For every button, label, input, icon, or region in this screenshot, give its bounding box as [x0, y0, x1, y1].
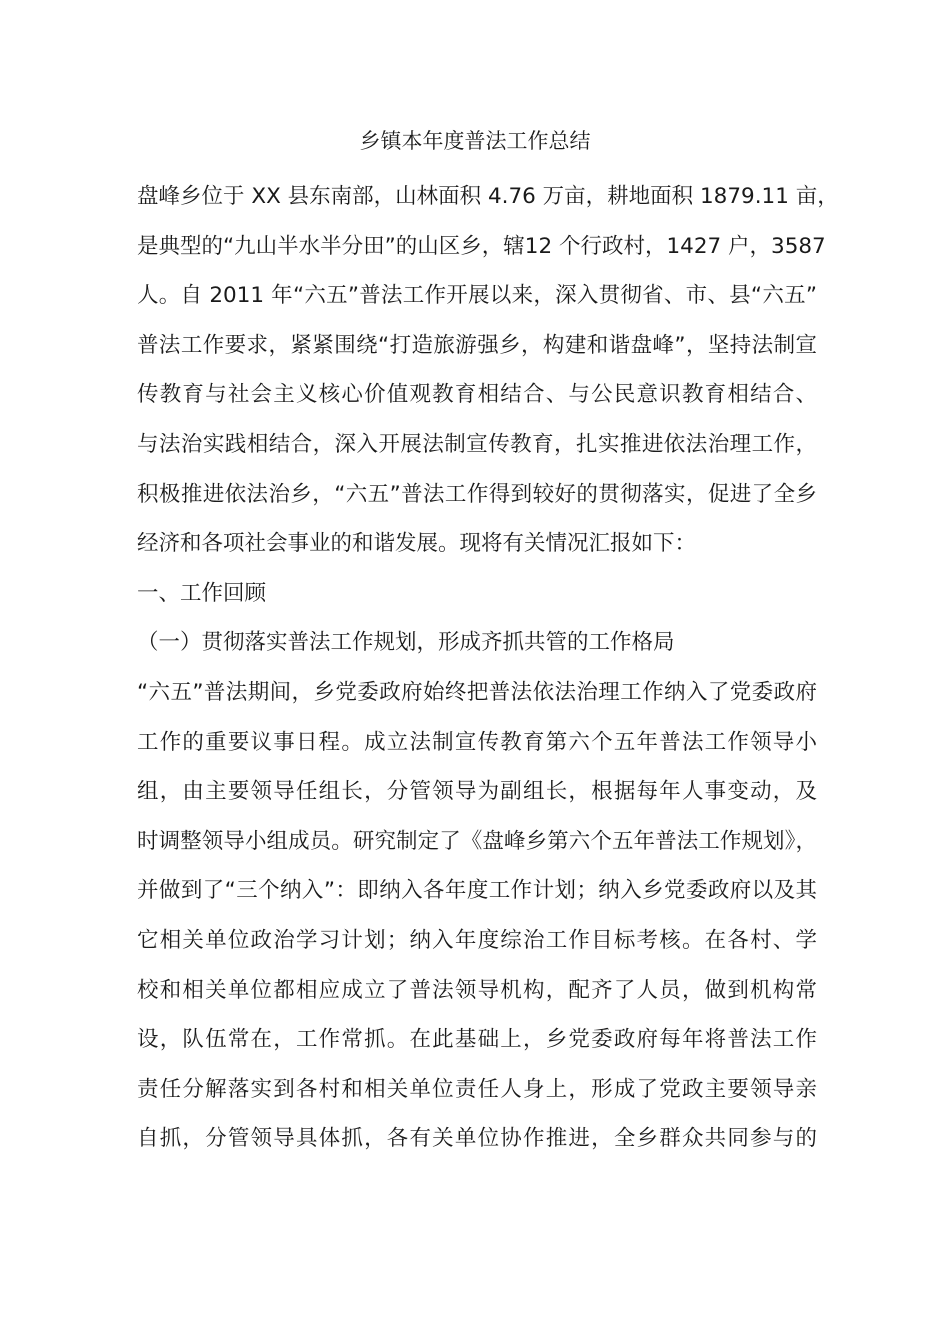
section-heading: 一、工作回顾 [137, 580, 267, 606]
body-line: 工作的重要议事日程。成立法制宣传教育第六个五年普法工作领导小 [137, 729, 817, 755]
body-line: 组，由主要领导任组长，分管领导为副组长，根据每年人事变动，及 [137, 779, 817, 805]
body-line: 责任分解落实到各村和相关单位责任人身上，形成了党政主要领导亲 [137, 1076, 817, 1102]
body-line: 盘峰乡位于 XX 县东南部，山林面积 4.76 万亩，耕地面积 1879.11 亩， [137, 184, 839, 209]
body-line: 传教育与社会主义核心价值观教育相结合、与公民意识教育相结合、 [137, 382, 817, 408]
body-line: 校和相关单位都相应成立了普法领导机构，配齐了人员，做到机构常 [137, 977, 817, 1003]
body-line: 经济和各项社会事业的和谐发展。现将有关情况汇报如下： [137, 531, 697, 557]
body-line: 与法治实践相结合，深入开展法制宣传教育，扎实推进依法治理工作， [137, 431, 817, 457]
body-line: 人。自 2011 年“六五”普法工作开展以来，深入贯彻省、市、县“六五” [137, 283, 817, 309]
body-line: 并做到了“三个纳入”：即纳入各年度工作计划；纳入乡党委政府以及其 [137, 878, 817, 904]
body-line: 是典型的“九山半水半分田”的山区乡，辖12 个行政村，1427 户，3587 [137, 233, 826, 259]
body-line: 积极推进依法治乡，“六五”普法工作得到较好的贯彻落实，促进了全乡 [137, 481, 817, 507]
document-title: 乡镇本年度普法工作总结 [359, 129, 591, 153]
document-body [137, 172, 839, 1164]
subsection-heading: （一）贯彻落实普法工作规划，形成齐抓共管的工作格局 [137, 630, 675, 656]
body-line: 时调整领导小组成员。研究制定了《盘峰乡第六个五年普法工作规划》， [137, 828, 817, 854]
body-line: “六五”普法期间，乡党委政府始终把普法依法治理工作纳入了党委政府 [137, 679, 817, 705]
body-line: 自抓，分管领导具体抓，各有关单位协作推进，全乡群众共同参与的 [137, 1126, 817, 1152]
body-line: 普法工作要求，紧紧围绕“打造旅游强乡，构建和谐盘峰”，坚持法制宣 [137, 332, 817, 358]
body-line: 它相关单位政治学习计划；纳入年度综治工作目标考核。在各村、学 [137, 927, 817, 953]
body-line: 设，队伍常在，工作常抓。在此基础上，乡党委政府每年将普法工作 [137, 1027, 817, 1053]
